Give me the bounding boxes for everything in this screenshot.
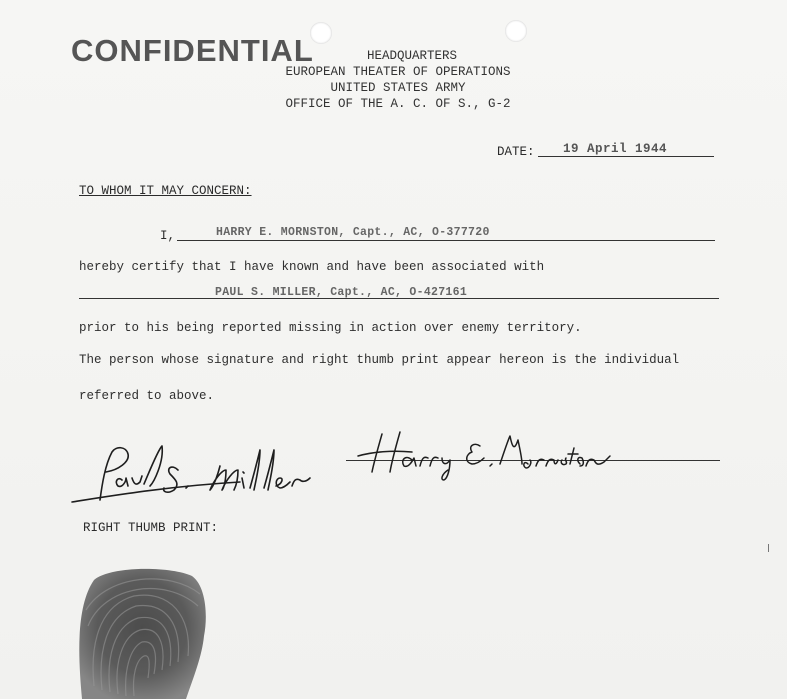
signature-right xyxy=(352,424,622,484)
punch-hole-right xyxy=(505,20,527,42)
signature-left xyxy=(70,440,340,515)
confidential-stamp: CONFIDENTIAL xyxy=(71,33,314,68)
date-value: 19 April 1944 xyxy=(563,142,668,156)
certifier-name: HARRY E. MORNSTON, Capt., AC, O-377720 xyxy=(216,226,490,239)
edge-mark xyxy=(768,544,769,552)
date-label: DATE: xyxy=(497,145,535,159)
referred-text: referred to above. xyxy=(79,389,215,403)
letterhead-line: OFFICE OF THE A. C. OF S., G-2 xyxy=(285,97,511,111)
thumb-print-label: RIGHT THUMB PRINT: xyxy=(83,521,219,535)
certifier-underline xyxy=(177,240,715,241)
thumb-print xyxy=(74,566,208,699)
letterhead-line: HEADQUARTERS xyxy=(366,49,457,63)
letterhead-line: EUROPEAN THEATER OF OPERATIONS xyxy=(285,65,511,79)
person-text: The person whose signature and right thumb print appear hereon is the individual xyxy=(79,353,680,367)
letterhead-line: UNITED STATES ARMY xyxy=(330,81,466,95)
missing-text: prior to his being reported missing in action over enemy territory. xyxy=(79,321,582,335)
subject-name: PAUL S. MILLER, Capt., AC, O-427161 xyxy=(215,286,468,299)
salutation: TO WHOM IT MAY CONCERN: xyxy=(79,184,252,198)
certify-text: hereby certify that I have known and have been associated with xyxy=(79,260,545,274)
date-underline xyxy=(538,156,714,157)
certifier-prefix: I, xyxy=(160,229,176,243)
letterhead xyxy=(258,48,538,112)
